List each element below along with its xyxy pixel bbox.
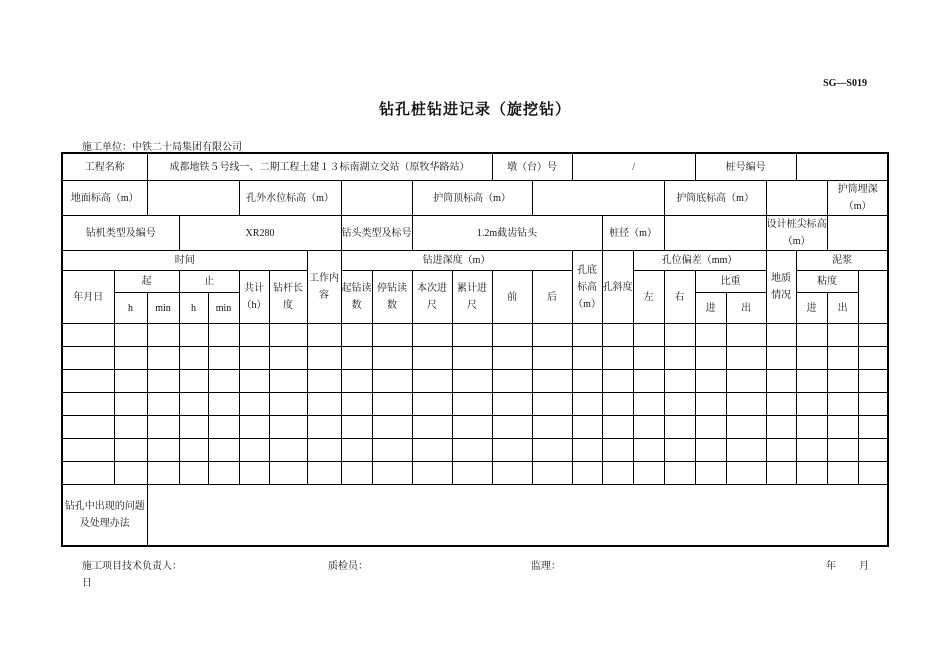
record-cell[interactable] — [147, 370, 179, 393]
record-cell[interactable] — [114, 347, 147, 370]
record-cell[interactable] — [269, 439, 307, 462]
record-cell[interactable] — [341, 324, 372, 347]
record-cell[interactable] — [796, 347, 827, 370]
record-cell[interactable] — [179, 439, 208, 462]
record-cell[interactable] — [372, 462, 412, 485]
record-cell[interactable] — [726, 370, 766, 393]
record-cell[interactable] — [307, 370, 341, 393]
this-footage-header: 本次进尺 — [412, 271, 452, 324]
record-cell[interactable] — [208, 370, 239, 393]
record-cell[interactable] — [664, 416, 695, 439]
record-cell[interactable] — [602, 416, 633, 439]
rod-length-header: 钻杆长度 — [269, 271, 307, 324]
record-cell[interactable] — [796, 393, 827, 416]
record-cell[interactable] — [307, 416, 341, 439]
record-cell[interactable] — [412, 439, 452, 462]
record-cell[interactable] — [372, 393, 412, 416]
record-cell[interactable] — [492, 347, 532, 370]
record-cell[interactable] — [341, 347, 372, 370]
table-row — [62, 416, 888, 439]
record-cell[interactable] — [532, 462, 572, 485]
record-cell[interactable] — [602, 462, 633, 485]
year-label: 年 — [826, 561, 836, 572]
pile-tip-value[interactable] — [827, 216, 888, 251]
record-cell[interactable] — [827, 393, 858, 416]
table-row — [62, 347, 888, 370]
record-cell[interactable] — [452, 324, 492, 347]
record-cell[interactable] — [179, 370, 208, 393]
density-in-header: 进 — [695, 293, 726, 324]
offset-left-header: 左 — [633, 271, 664, 324]
record-cell[interactable] — [827, 370, 858, 393]
total-hours-header: 共计（h） — [239, 271, 269, 324]
record-cell[interactable] — [179, 462, 208, 485]
record-cell[interactable] — [602, 393, 633, 416]
geology-header: 地质情况 — [766, 251, 796, 324]
stop-header: 止 — [179, 271, 239, 293]
stop-min-header: min — [208, 293, 239, 324]
work-content-header: 工作内容 — [307, 251, 341, 324]
density-out-header: 出 — [726, 293, 766, 324]
record-cell[interactable] — [452, 370, 492, 393]
month-label: 月 — [859, 561, 869, 572]
record-cell[interactable] — [452, 416, 492, 439]
viscosity-header: 粘度 — [796, 271, 858, 293]
record-cell[interactable] — [633, 347, 664, 370]
record-cell[interactable] — [492, 370, 532, 393]
rig-type-value[interactable]: XR280 — [179, 216, 341, 251]
table-row — [62, 462, 888, 485]
record-cell[interactable] — [572, 347, 602, 370]
pile-number-label: 桩号编号 — [695, 153, 796, 181]
record-cell[interactable] — [827, 324, 858, 347]
record-cell[interactable] — [532, 370, 572, 393]
record-cell[interactable] — [796, 439, 827, 462]
pile-tip-label: 设计桩尖标高（m） — [766, 216, 827, 251]
record-cell[interactable] — [62, 439, 114, 462]
record-rows — [62, 324, 888, 485]
record-cell[interactable] — [452, 439, 492, 462]
record-cell[interactable] — [114, 416, 147, 439]
record-cell[interactable] — [492, 416, 532, 439]
record-cell[interactable] — [572, 324, 602, 347]
record-cell[interactable] — [827, 416, 858, 439]
offset-header: 孔位偏差（mm） — [633, 251, 766, 271]
record-cell[interactable] — [147, 439, 179, 462]
record-cell[interactable] — [633, 439, 664, 462]
record-cell[interactable] — [341, 393, 372, 416]
record-cell[interactable] — [766, 393, 796, 416]
hole-bottom-header: 孔底标高（m） — [572, 251, 602, 324]
record-cell[interactable] — [372, 324, 412, 347]
water-level-value[interactable] — [341, 181, 412, 216]
project-name-label: 工程名称 — [62, 153, 147, 181]
record-cell[interactable] — [633, 416, 664, 439]
record-cell[interactable] — [572, 416, 602, 439]
ground-elevation-value[interactable] — [147, 181, 239, 216]
viscosity-out-header: 出 — [827, 293, 858, 324]
record-cell[interactable] — [633, 462, 664, 485]
record-cell[interactable] — [858, 439, 888, 462]
record-cell[interactable] — [372, 439, 412, 462]
record-cell[interactable] — [412, 462, 452, 485]
ground-elevation-label: 地面标高（m） — [62, 181, 147, 216]
inclination-header: 孔斜度 — [602, 251, 633, 324]
inspector-label: 质检员： — [328, 561, 368, 572]
offset-right-header: 右 — [664, 271, 695, 324]
record-cell[interactable] — [307, 347, 341, 370]
record-cell[interactable] — [664, 393, 695, 416]
record-cell[interactable] — [269, 324, 307, 347]
record-cell[interactable] — [208, 324, 239, 347]
record-cell[interactable] — [796, 324, 827, 347]
record-cell[interactable] — [827, 439, 858, 462]
record-cell[interactable] — [239, 370, 269, 393]
total-footage-header: 累计进尺 — [452, 271, 492, 324]
record-cell[interactable] — [532, 439, 572, 462]
record-cell[interactable] — [179, 347, 208, 370]
record-cell[interactable] — [532, 393, 572, 416]
record-cell[interactable] — [492, 324, 532, 347]
record-cell[interactable] — [572, 393, 602, 416]
table-row — [62, 370, 888, 393]
record-cell[interactable] — [766, 439, 796, 462]
record-cell[interactable] — [858, 324, 888, 347]
record-cell[interactable] — [114, 462, 147, 485]
record-cell[interactable] — [858, 347, 888, 370]
record-cell[interactable] — [341, 416, 372, 439]
record-cell[interactable] — [796, 370, 827, 393]
record-cell[interactable] — [532, 416, 572, 439]
record-cell[interactable] — [858, 370, 888, 393]
record-cell[interactable] — [62, 393, 114, 416]
project-name-value[interactable]: 成都地铁５号线一、二期工程土建１３标南湖立交站（原牧华路站） — [147, 153, 492, 181]
record-cell[interactable] — [239, 462, 269, 485]
record-cell[interactable] — [766, 370, 796, 393]
viscosity-in-header: 进 — [796, 293, 827, 324]
table-row — [62, 324, 888, 347]
form-code: SG—S019 — [823, 78, 867, 89]
construction-unit: 施工单位：中铁二十局集团有限公司 — [82, 142, 242, 153]
record-cell[interactable] — [726, 439, 766, 462]
problems-label: 钻孔中出现的问题及处理办法 — [62, 485, 147, 547]
record-cell[interactable] — [858, 393, 888, 416]
record-cell[interactable] — [341, 462, 372, 485]
record-cell[interactable] — [147, 347, 179, 370]
record-cell[interactable] — [664, 439, 695, 462]
record-cell[interactable] — [269, 393, 307, 416]
tech-lead-label: 施工项目技术负责人： — [82, 561, 182, 572]
drilling-depth-header: 钻进深度（m） — [341, 251, 572, 271]
bit-type-value[interactable]: 1.2m截齿钻头 — [412, 216, 602, 251]
pier-number-value[interactable]: / — [572, 153, 695, 181]
record-cell[interactable] — [726, 462, 766, 485]
record-cell[interactable] — [269, 370, 307, 393]
day-label: 日 — [82, 578, 92, 589]
record-cell[interactable] — [452, 462, 492, 485]
record-cell[interactable] — [726, 416, 766, 439]
record-cell[interactable] — [208, 347, 239, 370]
record-cell[interactable] — [372, 370, 412, 393]
record-cell[interactable] — [492, 462, 532, 485]
record-cell[interactable] — [572, 370, 602, 393]
record-cell[interactable] — [147, 416, 179, 439]
pile-diameter-value[interactable] — [664, 216, 766, 251]
record-cell[interactable] — [412, 393, 452, 416]
record-cell[interactable] — [695, 393, 726, 416]
record-cell[interactable] — [602, 347, 633, 370]
record-cell[interactable] — [695, 462, 726, 485]
record-cell[interactable] — [796, 462, 827, 485]
record-cell[interactable] — [633, 370, 664, 393]
table-row — [62, 393, 888, 416]
record-cell[interactable] — [602, 324, 633, 347]
record-cell[interactable] — [208, 462, 239, 485]
record-cell[interactable] — [62, 347, 114, 370]
record-cell[interactable] — [664, 370, 695, 393]
stop-h-header: h — [179, 293, 208, 324]
time-header: 时间 — [62, 251, 307, 271]
record-cell[interactable] — [239, 347, 269, 370]
record-cell[interactable] — [372, 347, 412, 370]
record-cell[interactable] — [239, 393, 269, 416]
rig-type-label: 钻机类型及编号 — [62, 216, 179, 251]
record-cell[interactable] — [239, 324, 269, 347]
offset-front-header: 前 — [492, 271, 532, 324]
record-cell[interactable] — [766, 324, 796, 347]
density-header: 比重 — [695, 271, 766, 293]
record-cell[interactable] — [726, 324, 766, 347]
start-header: 起 — [114, 271, 179, 293]
record-cell[interactable] — [726, 347, 766, 370]
record-cell[interactable] — [695, 439, 726, 462]
slurry-header: 泥浆 — [796, 251, 888, 271]
record-cell[interactable] — [827, 462, 858, 485]
problems-value[interactable] — [147, 485, 888, 547]
record-cell[interactable] — [307, 393, 341, 416]
record-cell[interactable] — [239, 439, 269, 462]
record-cell[interactable] — [412, 347, 452, 370]
stop-reading-header: 停钻读数 — [372, 271, 412, 324]
record-cell[interactable] — [452, 347, 492, 370]
record-cell[interactable] — [62, 324, 114, 347]
record-cell[interactable] — [208, 439, 239, 462]
casing-top-label: 护筒顶标高（m） — [412, 181, 532, 216]
offset-back-header: 后 — [532, 271, 572, 324]
start-reading-header: 起钻读数 — [341, 271, 372, 324]
record-cell[interactable] — [532, 324, 572, 347]
record-cell[interactable] — [412, 324, 452, 347]
record-cell[interactable] — [412, 370, 452, 393]
record-cell[interactable] — [664, 347, 695, 370]
record-cell[interactable] — [179, 393, 208, 416]
record-cell[interactable] — [664, 462, 695, 485]
pier-number-label: 墩（台）号 — [492, 153, 572, 181]
record-cell[interactable] — [858, 416, 888, 439]
record-cell[interactable] — [307, 324, 341, 347]
record-cell[interactable] — [62, 416, 114, 439]
start-h-header: h — [114, 293, 147, 324]
start-min-header: min — [147, 293, 179, 324]
record-cell[interactable] — [341, 370, 372, 393]
record-cell[interactable] — [269, 462, 307, 485]
record-cell[interactable] — [572, 462, 602, 485]
record-cell[interactable] — [147, 324, 179, 347]
drilling-record-table — [61, 152, 889, 547]
record-cell[interactable] — [492, 393, 532, 416]
casing-bottom-label: 护筒底标高（m） — [664, 181, 766, 216]
record-cell[interactable] — [664, 324, 695, 347]
record-cell[interactable] — [695, 370, 726, 393]
record-cell[interactable] — [307, 439, 341, 462]
record-cell[interactable] — [726, 393, 766, 416]
record-cell[interactable] — [147, 462, 179, 485]
record-cell[interactable] — [372, 416, 412, 439]
pile-diameter-label: 桩径（m） — [602, 216, 664, 251]
record-cell[interactable] — [114, 370, 147, 393]
record-cell[interactable] — [269, 416, 307, 439]
record-cell[interactable] — [532, 347, 572, 370]
record-cell[interactable] — [269, 347, 307, 370]
record-cell[interactable] — [572, 439, 602, 462]
record-cell[interactable] — [114, 324, 147, 347]
record-cell[interactable] — [412, 416, 452, 439]
record-cell[interactable] — [62, 462, 114, 485]
record-cell[interactable] — [239, 416, 269, 439]
record-cell[interactable] — [179, 416, 208, 439]
record-cell[interactable] — [114, 439, 147, 462]
record-cell[interactable] — [602, 370, 633, 393]
record-cell[interactable] — [766, 462, 796, 485]
date-header: 年月日 — [62, 271, 114, 324]
record-cell[interactable] — [827, 347, 858, 370]
bit-type-label: 钻头类型及标号 — [341, 216, 412, 251]
record-cell[interactable] — [695, 347, 726, 370]
record-cell[interactable] — [796, 416, 827, 439]
record-cell[interactable] — [341, 439, 372, 462]
record-cell[interactable] — [492, 439, 532, 462]
record-cell[interactable] — [766, 416, 796, 439]
record-cell[interactable] — [695, 416, 726, 439]
record-cell[interactable] — [766, 347, 796, 370]
record-cell[interactable] — [602, 439, 633, 462]
record-cell[interactable] — [858, 462, 888, 485]
pile-number-value[interactable] — [796, 153, 888, 181]
record-cell[interactable] — [633, 393, 664, 416]
water-level-label: 孔外水位标高（m） — [239, 181, 341, 216]
record-cell[interactable] — [307, 462, 341, 485]
casing-top-value[interactable] — [532, 181, 664, 216]
record-cell[interactable] — [452, 393, 492, 416]
record-cell[interactable] — [695, 324, 726, 347]
record-cell[interactable] — [633, 324, 664, 347]
record-cell[interactable] — [62, 370, 114, 393]
supervisor-label: 监理： — [531, 561, 561, 572]
record-cell[interactable] — [147, 393, 179, 416]
record-cell[interactable] — [208, 416, 239, 439]
table-row — [62, 439, 888, 462]
record-cell[interactable] — [208, 393, 239, 416]
page-title: 钻孔桩钻进记录（旋挖钻） — [378, 102, 571, 118]
casing-depth-label: 护筒埋深（m） — [827, 181, 888, 216]
casing-bottom-value[interactable] — [766, 181, 827, 216]
record-cell[interactable] — [179, 324, 208, 347]
record-cell[interactable] — [114, 393, 147, 416]
